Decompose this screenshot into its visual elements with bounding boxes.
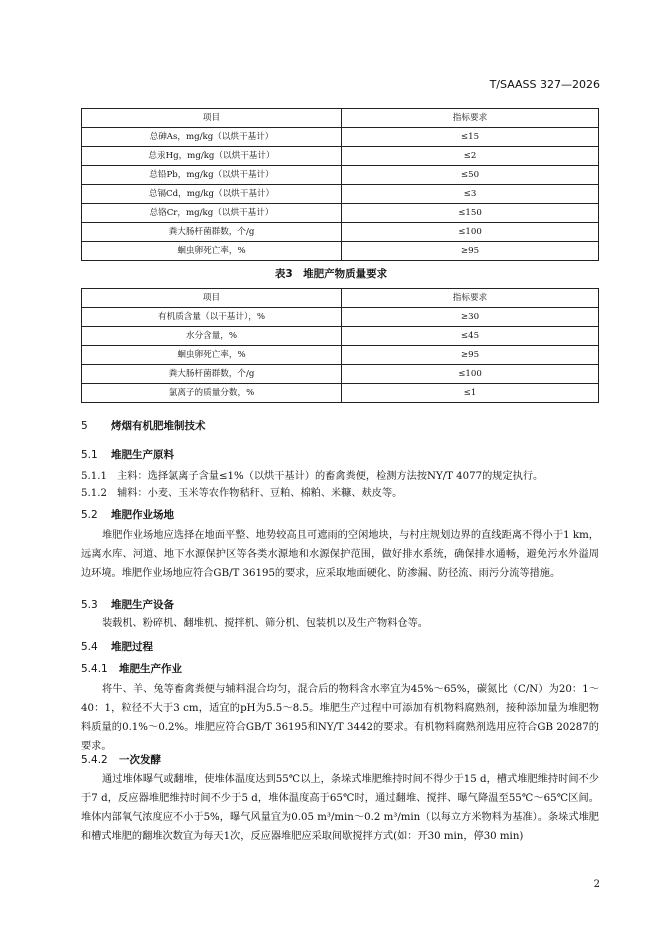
table-row bbox=[82, 147, 599, 166]
section-number: 5.4.1 bbox=[81, 663, 108, 675]
heavy-metal-table bbox=[81, 108, 599, 261]
table-row bbox=[82, 166, 599, 185]
section-5-3-heading bbox=[81, 597, 174, 612]
table-cell: ≤1 bbox=[342, 384, 599, 403]
table-header-row bbox=[82, 109, 599, 128]
section-number: 5.1 bbox=[81, 449, 98, 461]
section-title: 堆肥生产设备 bbox=[111, 599, 174, 611]
section-5-2-heading bbox=[81, 507, 174, 522]
table-row bbox=[82, 346, 599, 365]
clause-5-1-2: 5.1.2 辅料：小麦、玉米等农作物秸秆、豆粕、棉粕、米糠、麸皮等。 bbox=[81, 488, 403, 499]
section-5-2-text: 堆肥作业场地应选择在地面平整、地势较高且可遮雨的空闲地块，与村庄规划边界的直线距离不得小于1 km，远离水库、河道、地下水源保护区等各类水源地和水源保护范围，做好排水系统，确保排水通畅，避免污水外溢周边环境。堆肥作业场地应符合GB/T 36195的要求，应采取地面硬化、防渗漏、防径流、雨污分流等措施。 bbox=[81, 530, 599, 579]
table-row bbox=[82, 185, 599, 204]
section-number: 5.2 bbox=[81, 509, 98, 521]
table-cell: ≤2 bbox=[342, 147, 599, 166]
section-5-heading bbox=[81, 418, 206, 433]
table-row bbox=[82, 365, 599, 384]
table-cell: ≥30 bbox=[342, 308, 599, 327]
section-title: 堆肥作业场地 bbox=[111, 509, 174, 521]
table-cell: ≤3 bbox=[342, 185, 599, 204]
table-row bbox=[82, 204, 599, 223]
section-number: 5.3 bbox=[81, 599, 98, 611]
section-title: 堆肥生产作业 bbox=[119, 663, 182, 675]
table-cell: 蛔虫卵死亡率，% bbox=[82, 346, 342, 365]
section-5-4-1-text: 将牛、羊、兔等畜禽粪便与辅料混合均匀，混合后的物料含水率宜为45%～65%，碳氮比（C/N）为20：1～40：1，粒径不大于3 cm，适宜的pH为5.5～8.5。堆肥生产过程中可添加有机物料腐熟剂，接种添加量为堆肥物料质量的0.1%～0.2%。堆肥应符合GB/T 36195和NY/T 3442的要求。有机物料腐熟剂选用应符合GB 20287的要求。 bbox=[81, 684, 599, 752]
table-cell: 粪大肠杆菌群数，个/g bbox=[82, 365, 342, 384]
table-cell: 水分含量，% bbox=[82, 327, 342, 346]
table-cell: 总铬Cr，mg/kg（以烘干基计） bbox=[82, 204, 342, 223]
section-number: 5 bbox=[81, 420, 88, 432]
table-header-cell: 项目 bbox=[82, 109, 342, 128]
table-cell: ≤100 bbox=[342, 223, 599, 242]
section-title: 堆肥过程 bbox=[111, 641, 153, 653]
section-5-3-text: 装载机、粉碎机、翻堆机、搅拌机、筛分机、包装机以及生产物料仓等。 bbox=[102, 618, 428, 629]
table-cell: 氯离子的质量分数，% bbox=[82, 384, 342, 403]
standard-code: T/SAASS 327—2026 bbox=[489, 78, 600, 91]
table-cell: ≤50 bbox=[342, 166, 599, 185]
table-row bbox=[82, 308, 599, 327]
page-number: 2 bbox=[593, 879, 600, 890]
table-row bbox=[82, 384, 599, 403]
table-row bbox=[82, 242, 599, 261]
table-row bbox=[82, 128, 599, 147]
table-cell: ≤150 bbox=[342, 204, 599, 223]
table-cell: ≤45 bbox=[342, 327, 599, 346]
table-row bbox=[82, 327, 599, 346]
compost-quality-table bbox=[81, 288, 599, 403]
table-header-cell: 指标要求 bbox=[342, 289, 599, 308]
table-cell: 粪大肠杆菌群数，个/g bbox=[82, 223, 342, 242]
section-5-4-2-heading bbox=[81, 752, 161, 767]
section-number: 5.4.2 bbox=[81, 754, 108, 766]
table-cell: 总镉Cd，mg/kg（以烘干基计） bbox=[82, 185, 342, 204]
section-number: 5.4 bbox=[81, 641, 98, 653]
table-header-cell: 指标要求 bbox=[342, 109, 599, 128]
table-cell: 总铅Pb，mg/kg（以烘干基计） bbox=[82, 166, 342, 185]
table-cell: 总汞Hg，mg/kg（以烘干基计） bbox=[82, 147, 342, 166]
table-header-row bbox=[82, 289, 599, 308]
table-cell: ≤15 bbox=[342, 128, 599, 147]
table-cell: 蛔虫卵死亡率，% bbox=[82, 242, 342, 261]
clause-5-1-1: 5.1.1 主料：选择氯离子含量≤1%（以烘干基计）的畜禽粪便，检测方法按NY/T 4077的规定执行。 bbox=[81, 471, 544, 482]
section-title: 一次发酵 bbox=[119, 754, 161, 766]
table-row bbox=[82, 223, 599, 242]
table-cell: ≥95 bbox=[342, 346, 599, 365]
table-cell: 总砷As，mg/kg（以烘干基计） bbox=[82, 128, 342, 147]
section-title: 堆肥生产原料 bbox=[111, 449, 174, 461]
table-cell: ≥95 bbox=[342, 242, 599, 261]
section-5-4-heading bbox=[81, 639, 153, 654]
table-cell: 有机质含量（以干基计），% bbox=[82, 308, 342, 327]
table-header-cell: 项目 bbox=[82, 289, 342, 308]
table3-caption: 表3 堆肥产物质量要求 bbox=[274, 268, 388, 280]
section-title: 烤烟有机肥堆制技术 bbox=[111, 420, 206, 432]
table-cell: ≤100 bbox=[342, 365, 599, 384]
section-5-4-2-text: 通过堆体曝气或翻堆，使堆体温度达到55℃以上，条垛式堆肥维持时间不得少于15 d，槽式堆肥维持时间不少于7 d，反应器堆肥维持时间不少于5 d，堆体温度高于65℃时，通过翻堆、搅拌、曝气降温至55℃～65℃区间。堆体内部氧气浓度应不小于5%，曝气风量宜为0.05 m³/min～0.2 m³/min（以每立方米物料为基准）。条垛式堆肥和槽式堆肥的翻堆次数宜为每天1次，反应器堆肥应采取间歇搅拌方式(如：开30 min，停30 min) bbox=[81, 774, 599, 842]
section-5-4-1-heading bbox=[81, 661, 182, 676]
section-5-1-heading bbox=[81, 447, 174, 462]
